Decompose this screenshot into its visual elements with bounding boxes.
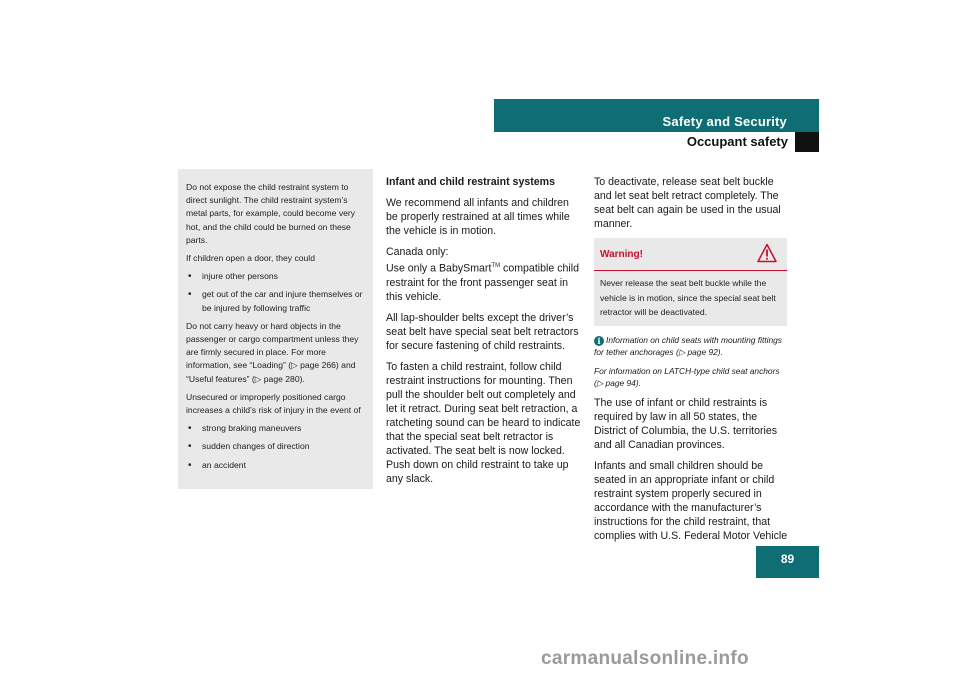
warning-triangle-icon [757, 243, 777, 263]
warning-text: Never release the seat belt buckle while the vehicle is in motion, since the special seat belt retractor will be deactivated. [600, 278, 776, 318]
subsection-title: Occupant safety [686, 134, 788, 149]
watermark: carmanualsonline.info [541, 648, 749, 669]
info-icon: i [594, 336, 604, 346]
header-marker [795, 132, 819, 152]
list-item: • strong braking maneuvers [186, 422, 365, 435]
warning-sidebar [178, 169, 373, 489]
sidebar-list [186, 422, 365, 472]
list-item: • sudden changes of direction [186, 440, 365, 453]
warning-box [594, 238, 787, 326]
list-item: • an accident [186, 459, 365, 472]
sidebar-paragraph: Do not expose the child restraint system to direct sunlight. The child restraint system’s metal parts, for example, could become very hot, and the child could be burned on these parts. [186, 182, 356, 245]
sidebar-paragraph: If children open a door, they could [186, 253, 315, 264]
body-paragraph: To deactivate, release seat belt buckle and let seat belt retract completely. The seat belt can again be used in the usual manner. [594, 176, 781, 230]
list-item: • injure other persons [186, 270, 365, 283]
sidebar-paragraph: Unsecured or improperly positioned cargo increases a child’s risk of injury in the event of [186, 391, 361, 416]
sidebar-list [186, 270, 365, 315]
canada-label: Canada only: [386, 246, 449, 258]
section-header-band [494, 99, 819, 132]
main-column-2 [594, 175, 790, 550]
body-text: compatible child restraint for the front passenger seat in this vehicle. [386, 262, 579, 303]
body-text: Use only a BabySmart [386, 262, 492, 275]
body-paragraph: All lap-shoulder belts except the driver’s seat belt have special seat belt retractors for secure fastening of child restraints. [386, 311, 579, 352]
list-item: • get out of the car and injure themselves or be injured by following traffic [186, 288, 365, 314]
page-number: 89 [756, 546, 819, 578]
body-paragraph: To fasten a child restraint, follow child restraint instructions for mounting. Then pull the shoulder belt out completely and let it retract. During seat belt retraction, a ratcheting sound can be heard to indicate that the special seat belt retractor is activated. The seat belt is now locked. Push down on child restraint to take up any slack. [386, 360, 581, 485]
sidebar-paragraph: Do not carry heavy or hard objects in the passenger or cargo compartment unless they are firmly secured in place. For more information, see “Loading” (▷ page 266) and “Useful features” (▷ page 280). [186, 320, 359, 384]
section-title: Safety and Security [662, 114, 787, 129]
warning-title: Warning! [600, 249, 643, 260]
info-note [594, 334, 790, 358]
body-paragraph [386, 245, 581, 304]
section-heading: Infant and child restraint systems [386, 176, 555, 188]
warning-header [594, 238, 787, 271]
info-note: For information on LATCH-type child seat anchors (▷ page 94). [594, 365, 780, 388]
info-text: Information on child seats with mounting fittings for tether anchorages (▷ page 92). [594, 334, 782, 357]
main-column-1 [386, 175, 581, 493]
trademark-mark: TM [491, 263, 501, 269]
body-paragraph: Infants and small children should be seated in an appropriate infant or child restraint system properly secured in accordance with the manufacturer’s instructions for the child restraint, that complies with U.S. Federal Motor Vehicle [594, 459, 788, 542]
body-paragraph: We recommend all infants and children be properly restrained at all times while the vehicle is in motion. [386, 197, 570, 237]
body-paragraph: The use of infant or child restraints is required by law in all 50 states, the District of Columbia, the U.S. territories and all Canadian provinces. [594, 396, 778, 451]
